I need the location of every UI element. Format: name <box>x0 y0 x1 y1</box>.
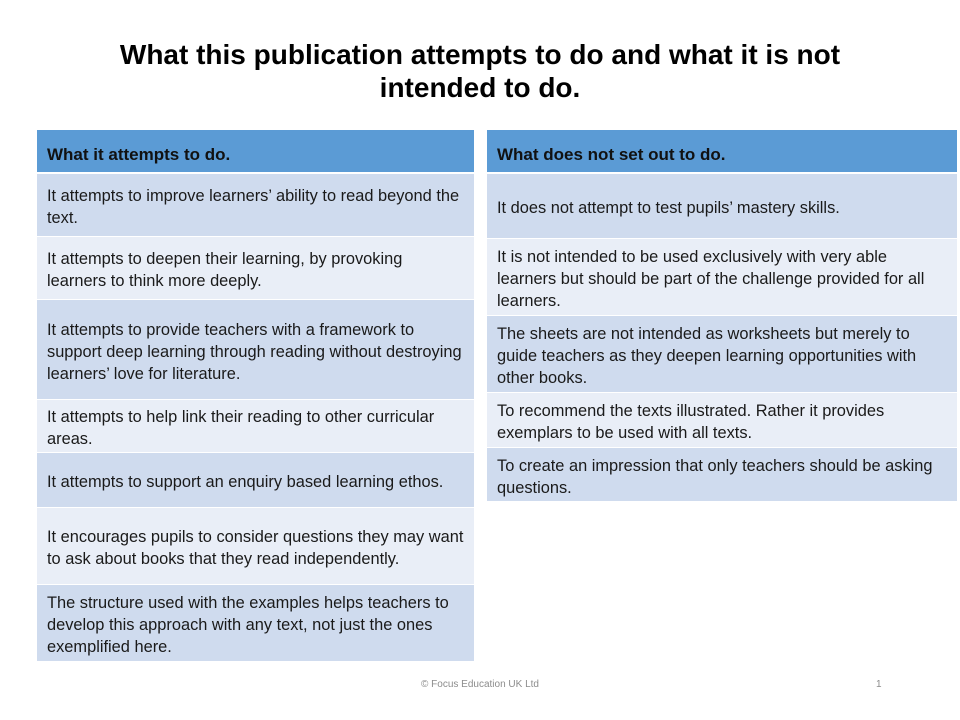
table-row: The structure used with the examples helps teachers to develop this approach with any text, not just the ones exemplified here. <box>37 584 474 661</box>
page-number: 1 <box>876 679 882 690</box>
page-title: What this publication attempts to do and what it is not intended to do. <box>119 39 841 103</box>
table-row: It encourages pupils to consider questions they may want to ask about books that they read independently. <box>37 507 474 584</box>
attempts-table-header: What it attempts to do. <box>37 130 474 173</box>
table-row: It attempts to help link their reading to other curricular areas. <box>37 399 474 452</box>
table-row: It attempts to deepen their learning, by provoking learners to think more deeply. <box>37 236 474 299</box>
table-row: It attempts to improve learners’ ability to read beyond the text. <box>37 173 474 236</box>
footer-copyright: © Focus Education UK Ltd <box>421 679 539 690</box>
table-row: To recommend the texts illustrated. Rather it provides exemplars to be used with all texts. <box>487 392 957 447</box>
table-row: The sheets are not intended as worksheets but merely to guide teachers as they deepen learning opportunities with other books. <box>487 315 957 392</box>
table-row: To create an impression that only teachers should be asking questions. <box>487 447 957 501</box>
table-row: It attempts to provide teachers with a framework to support deep learning through reading without destroying learners’ love for literature. <box>37 299 474 399</box>
not-intended-table <box>487 130 957 502</box>
not-intended-table-header: What does not set out to do. <box>487 130 957 173</box>
attempts-table <box>37 130 474 662</box>
table-row: It attempts to support an enquiry based learning ethos. <box>37 452 474 507</box>
table-row: It is not intended to be used exclusively with very able learners but should be part of the challenge provided for all learners. <box>487 238 957 315</box>
table-row: It does not attempt to test pupils’ mastery skills. <box>487 173 957 238</box>
